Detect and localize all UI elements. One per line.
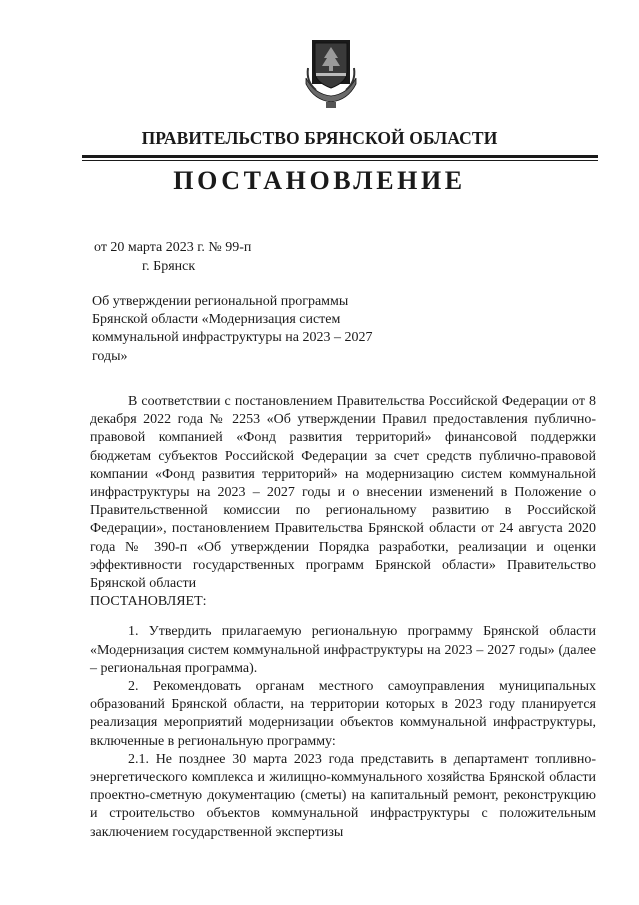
date-number: от 20 марта 2023 г. № 99-п [94, 240, 252, 255]
document-meta [94, 238, 251, 276]
item-paragraph-2: 2. Рекомендовать органам местного самоуправления муниципальных образований Брянской области, на территории которых в 2023 году планируется реализация мероприятий модернизации объектов коммунальной инфраструктуры, включенные в региональную программу: [90, 679, 596, 749]
item-paragraph-1: 1. Утвердить прилагаемую региональную программу Брянской области «Модернизация систем коммунальной инфраструктуры на 2023 – 2027 годы» (далее – региональная программа). [90, 624, 596, 676]
header-rule-thin [82, 160, 598, 161]
item-paragraph-2-1: 2.1. Не позднее 30 марта 2023 года представить в департамент топливно-энергетического комплекса и жилищно-коммунального хозяйства Брянской области проектно-сметную документацию (сметы) на капитальный ремонт, реконструкцию и строительство объектов коммунальной инфраструктуры с положительным заключением государственной экспертизы [90, 751, 596, 840]
header-rule-thick [82, 155, 598, 158]
document-type-title: ПОСТАНОВЛЕНИЕ [173, 166, 466, 195]
city: г. Брянск [142, 259, 196, 274]
document-subject: Об утверждении региональной программы Брянской области «Модернизация систем коммунальной инфраструктуры на 2023 – 2027 годы» [92, 294, 373, 364]
document-body [90, 393, 596, 842]
preamble-paragraph: В соответствии с постановлением Правительства Российской Федерации от 8 декабря 2022 года № 2253 «Об утверждении Правил предоставления публично-правовой компанией «Фонд развития территорий» финансовой поддержки бюджетам субъектов Российской Федерации за счет средств публично-правовой компании «Фонд развития территорий» на модернизацию систем коммунальной инфраструктуры на 2023 – 2027 годы и о внесении изменений в Положение о Правительственной комиссии по региональному развитию в Российской Федерации», постановлением Правительства Брянской области от 24 августа 2020 года № 390-п «Об утверждении Порядка разработки, реализации и оценки эффективности государственных программ Брянской области» Правительство Брянской области [90, 394, 596, 592]
decree-word: ПОСТАНОВЛЯЕТ: [90, 594, 207, 610]
coat-of-arms-emblem [304, 38, 358, 110]
organization-title: ПРАВИТЕЛЬСТВО БРЯНСКОЙ ОБЛАСТИ [141, 128, 498, 148]
